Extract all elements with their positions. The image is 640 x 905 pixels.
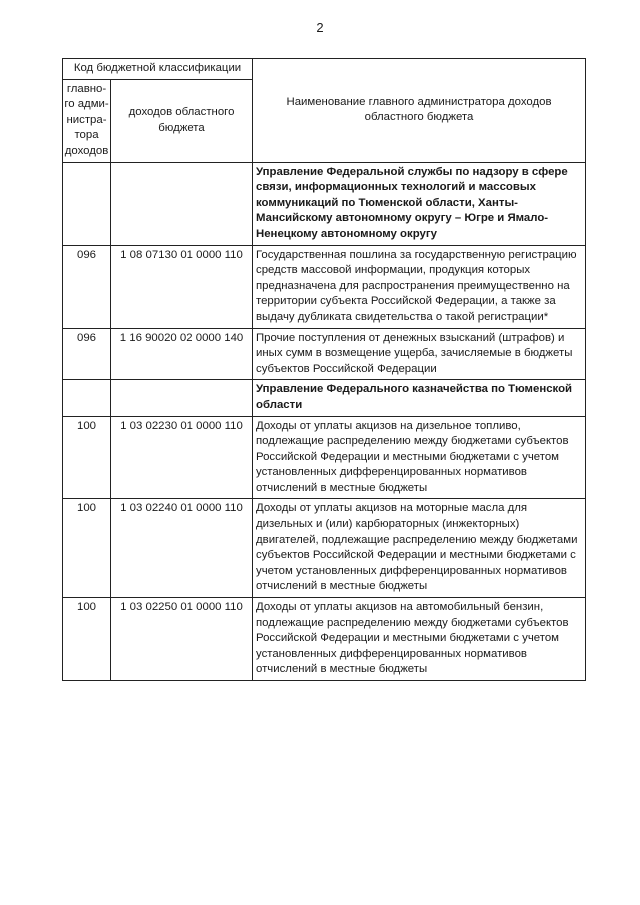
income-name-cell: Доходы от уплаты акцизов на дизельное топливо, подлежащие распределению между бюджетами субъектов Российской Федерации и местными бюджетами с учетом установленных дифференцированных нормативов отчислений в местные бюджеты — [253, 416, 586, 499]
income-name-cell: Государственная пошлина за государственную регистрацию средств массовой информации, продукция которых предназначена для распространения преимущественно на территории субъекта Российской Федерации, а также за выдачу дубликата свидетельства о такой регистрации* — [253, 245, 586, 328]
section-row — [63, 380, 586, 416]
income-name-cell: Доходы от уплаты акцизов на автомобильный бензин, подлежащие распределению между бюджетами субъектов Российской Федерации и местными бюджетами с учетом установленных дифференцированных нормативов отчислений в местные бюджеты — [253, 598, 586, 681]
table-row — [63, 598, 586, 681]
section-title-cell: Управление Федерального казначейства по Тюменской области — [253, 380, 586, 416]
section-title-cell: Управление Федеральной службы по надзору в сфере связи, информационных технологий и массовых коммуникаций по Тюменской области, Ханты-Мансийскому автономному округу – Югре и Ямало-Ненецкому автономному округу — [253, 162, 586, 245]
budget-code-cell: 1 16 90020 02 0000 140 — [111, 328, 253, 380]
income-name-cell: Прочие поступления от денежных взысканий (штрафов) и иных сумм в возмещение ущерба, зачисляемые в бюджеты субъектов Российской Федерации — [253, 328, 586, 380]
administrator-code-cell: 100 — [63, 416, 111, 499]
table-row — [63, 416, 586, 499]
section-row — [63, 162, 586, 245]
table-body — [63, 162, 586, 680]
budget-code-cell: 1 03 02250 01 0000 110 — [111, 598, 253, 681]
administrator-code-cell: 096 — [63, 245, 111, 328]
header-regional-budget-income: доходов областного бюджета — [111, 79, 253, 162]
budget-code-cell — [111, 162, 253, 245]
administrator-code-cell — [63, 162, 111, 245]
administrator-code-cell: 100 — [63, 598, 111, 681]
header-main-administrator: главно-го адми-нистра-тора доходов — [63, 79, 111, 162]
budget-code-cell: 1 08 07130 01 0000 110 — [111, 245, 253, 328]
administrator-code-cell: 096 — [63, 328, 111, 380]
administrator-code-cell: 100 — [63, 499, 111, 598]
administrator-code-cell — [63, 380, 111, 416]
page-number: 2 — [316, 20, 324, 35]
budget-code-cell: 1 03 02230 01 0000 110 — [111, 416, 253, 499]
table-header-group-row — [63, 59, 586, 80]
header-budget-classification-code: Код бюджетной классификации — [63, 59, 253, 80]
table-row — [63, 328, 586, 380]
header-administrator-name: Наименование главного администратора доходов областного бюджета — [253, 59, 586, 163]
budget-code-cell — [111, 380, 253, 416]
budget-code-cell: 1 03 02240 01 0000 110 — [111, 499, 253, 598]
income-name-cell: Доходы от уплаты акцизов на моторные масла для дизельных и (или) карбюраторных (инжекторных) двигателей, подлежащие распределению между бюджетами субъектов Российской Федерации и местными бюджетами с учетом установленных дифференцированных нормативов отчислений в местные бюджеты — [253, 499, 586, 598]
table-row — [63, 499, 586, 598]
budget-classification-table — [62, 58, 586, 681]
table-row — [63, 245, 586, 328]
